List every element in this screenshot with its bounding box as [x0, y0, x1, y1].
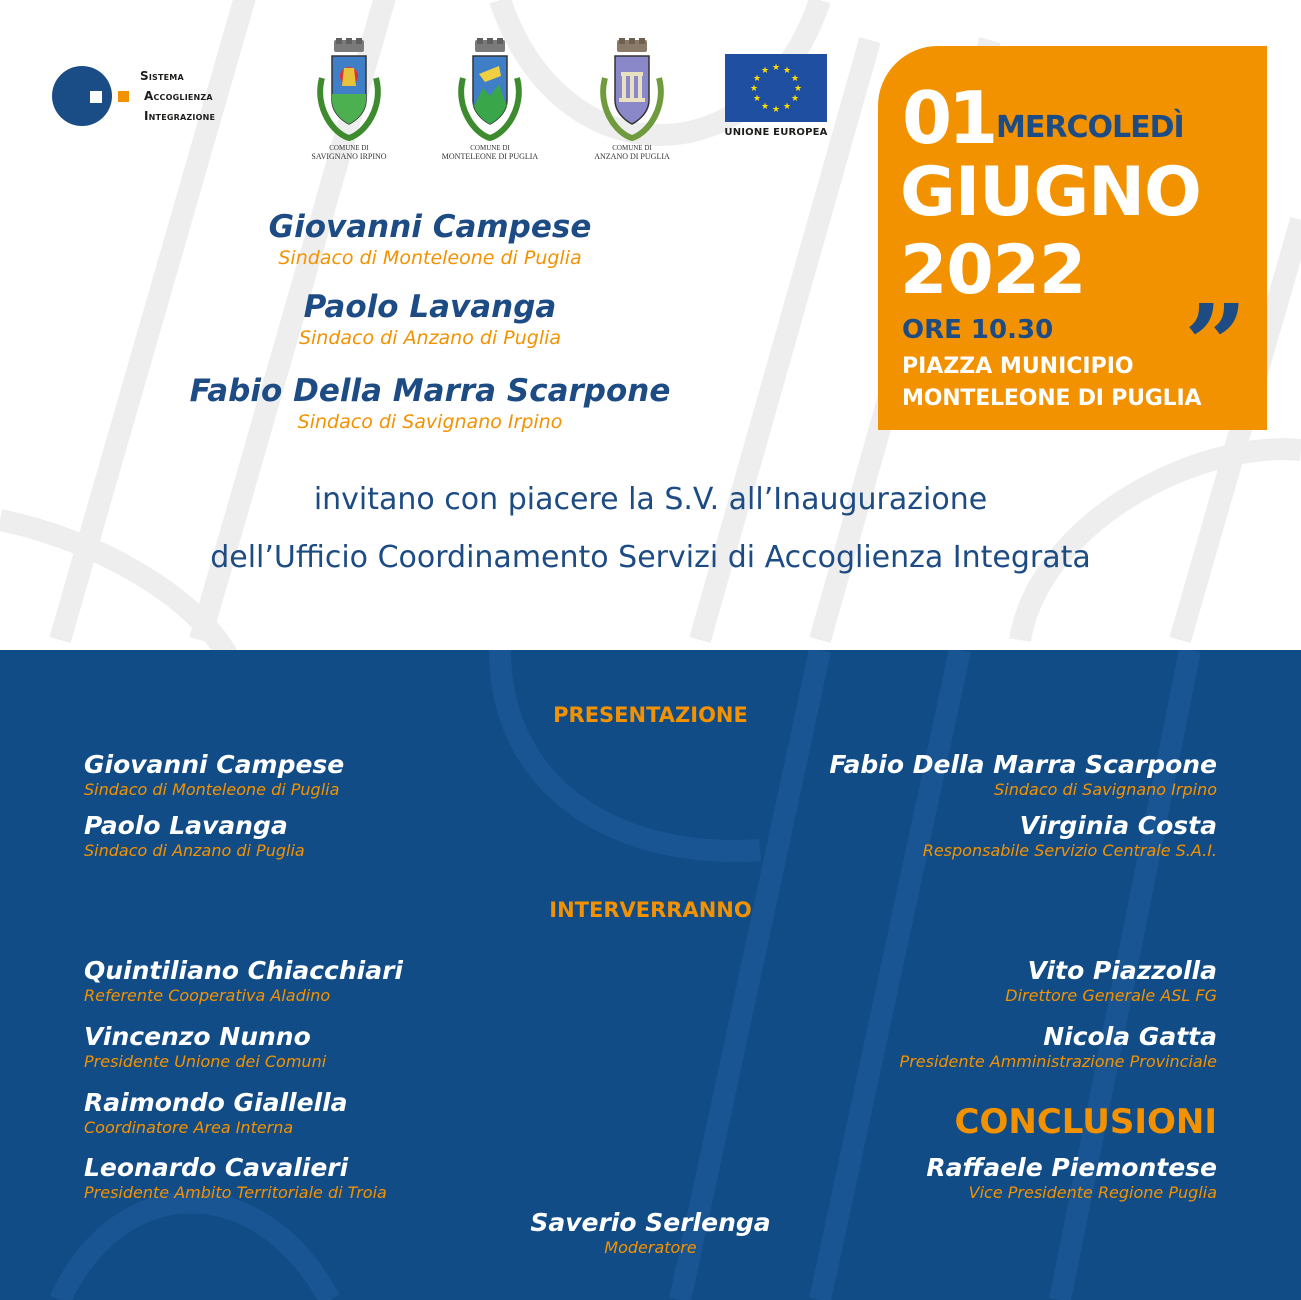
- speaker-item: [84, 956, 604, 1006]
- speaker-role: Responsabile Servizio Centrale S.A.I.: [922, 841, 1217, 860]
- sai-logo-line-1: Sistema: [140, 69, 184, 83]
- sai-logo-orange-square: [118, 91, 129, 102]
- sai-logo-line-3: Integrazione: [144, 109, 216, 123]
- speaker-role: Direttore Generale ASL FG: [1005, 986, 1217, 1005]
- coat-of-arms-icon: [455, 38, 525, 142]
- event-year: 2022: [900, 231, 1086, 310]
- conclusioni-title: CONCLUSIONI: [954, 1102, 1217, 1142]
- speaker-role: Presidente Ambito Territoriale di Troia: [84, 1183, 387, 1202]
- event-time: ORE 10.30: [902, 315, 1054, 345]
- speaker-role: Sindaco di Anzano di Puglia: [84, 841, 305, 860]
- speaker-name: Leonardo Cavalieri: [84, 1153, 349, 1182]
- speaker-role: Sindaco di Monteleone di Puglia: [84, 780, 340, 799]
- speaker-item: [84, 811, 604, 861]
- svg-text:★: ★: [749, 84, 759, 94]
- event-day: 01: [902, 76, 995, 160]
- program-panel: [0, 650, 1301, 1300]
- host-role: Sindaco di Monteleone di Puglia: [278, 247, 582, 269]
- speaker-name: Quintiliano Chiacchiari: [84, 956, 403, 985]
- speaker-item: [84, 1153, 604, 1203]
- host-role: Sindaco di Anzano di Puglia: [298, 327, 562, 349]
- crest-monteleone-di-puglia: [440, 38, 540, 161]
- speaker-role: Coordinatore Area Interna: [84, 1118, 294, 1137]
- coat-of-arms-icon: [597, 38, 667, 142]
- svg-text:★: ★: [790, 94, 800, 104]
- svg-text:★: ★: [793, 84, 803, 94]
- speaker-item: [700, 956, 1217, 1006]
- speaker-name: Raffaele Piemontese: [926, 1153, 1217, 1182]
- speaker-item: [700, 1153, 1217, 1203]
- speaker-role: Presidente Amministrazione Provinciale: [899, 1052, 1217, 1071]
- crest-savignano-irpino: [299, 38, 399, 161]
- host-1: [130, 208, 730, 270]
- sai-logo: [52, 66, 272, 128]
- host-2: [130, 288, 730, 350]
- speaker-item: [84, 750, 604, 800]
- coat-of-arms-icon: [314, 38, 384, 142]
- speaker-name: Virginia Costa: [1019, 811, 1217, 840]
- svg-text:★: ★: [771, 105, 781, 115]
- speaker-name: Nicola Gatta: [1043, 1022, 1217, 1051]
- speaker-item: [84, 1022, 604, 1072]
- speaker-item: [700, 750, 1217, 800]
- event-month: GIUGNO: [900, 153, 1201, 232]
- eu-label: UNIONE EUROPEA: [724, 127, 828, 138]
- eu-logo: [724, 54, 828, 144]
- host-role: Sindaco di Savignano Irpino: [297, 411, 563, 433]
- speaker-name: Fabio Della Marra Scarpone: [829, 750, 1217, 779]
- crest-caption-pre: COMUNE DI: [329, 144, 369, 152]
- eu-flag-icon: [725, 54, 827, 122]
- event-place-line-2: MONTELEONE DI PUGLIA: [902, 386, 1202, 411]
- interverranno-title: INTERVERRANNO: [549, 898, 752, 922]
- speaker-role: Referente Cooperativa Aladino: [84, 986, 331, 1005]
- moderator-role: Moderatore: [604, 1238, 697, 1257]
- quote-mark-icon: ”: [1184, 280, 1248, 409]
- crest-caption-name: MONTELEONE DI PUGLIA: [441, 152, 539, 161]
- speaker-item: [700, 1022, 1217, 1072]
- svg-text:★: ★: [752, 94, 762, 104]
- speaker-role: Vice Presidente Regione Puglia: [968, 1183, 1217, 1202]
- speaker-name: Vincenzo Nunno: [84, 1022, 311, 1051]
- invitation-line-2: dell’Ufficio Coordinamento Servizi di Accoglienza Integrata: [210, 540, 1091, 575]
- speaker-item: [700, 811, 1217, 861]
- sai-logo-circle: [52, 66, 112, 126]
- speaker-item: [84, 1088, 604, 1138]
- host-name: Paolo Lavanga: [303, 289, 557, 325]
- crest-caption-pre: COMUNE DI: [470, 144, 510, 152]
- svg-text:★: ★: [790, 74, 800, 84]
- host-name: Giovanni Campese: [268, 209, 592, 245]
- presentazione-title: PRESENTAZIONE: [553, 703, 748, 727]
- svg-text:★: ★: [760, 102, 770, 112]
- crest-caption-pre: COMUNE DI: [612, 144, 652, 152]
- host-name: Fabio Della Marra Scarpone: [189, 373, 671, 409]
- svg-text:★: ★: [782, 102, 792, 112]
- speaker-role: Presidente Unione dei Comuni: [84, 1052, 327, 1071]
- event-place-line-1: PIAZZA MUNICIPIO: [902, 354, 1134, 379]
- moderator-item: [400, 1208, 901, 1258]
- event-weekday: MERCOLEDÌ: [996, 110, 1184, 145]
- svg-text:★: ★: [782, 66, 792, 76]
- crest-caption-name: SAVIGNANO IRPINO: [311, 152, 387, 161]
- speaker-role: Sindaco di Savignano Irpino: [994, 780, 1217, 799]
- speaker-name: Paolo Lavanga: [84, 811, 288, 840]
- sai-logo-line-2: Accoglienza: [144, 89, 213, 103]
- crest-caption-name: ANZANO DI PUGLIA: [594, 152, 670, 161]
- speaker-name: Raimondo Giallella: [84, 1088, 348, 1117]
- svg-text:★: ★: [771, 63, 781, 73]
- speaker-name: Vito Piazzolla: [1027, 956, 1217, 985]
- sai-logo-square: [90, 91, 102, 103]
- eu-stars-icon: [725, 54, 827, 122]
- crest-anzano-di-puglia: [582, 38, 682, 161]
- event-date-box: [878, 46, 1267, 430]
- sai-logo-text: [140, 66, 280, 126]
- moderator-name: Saverio Serlenga: [530, 1208, 771, 1237]
- svg-text:★: ★: [760, 66, 770, 76]
- invitation-line-1: invitano con piacere la S.V. all’Inaugurazione: [313, 482, 988, 517]
- speaker-name: Giovanni Campese: [84, 750, 345, 779]
- svg-text:★: ★: [752, 74, 762, 84]
- host-3: [130, 372, 730, 434]
